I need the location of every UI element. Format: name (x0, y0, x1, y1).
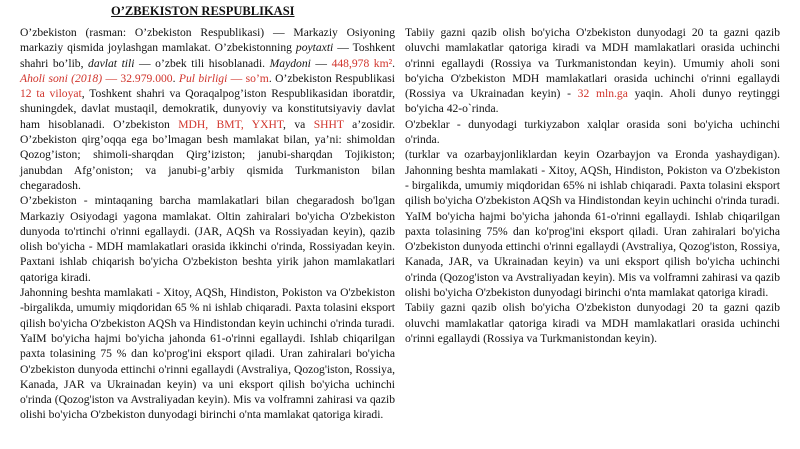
right-column (405, 25, 780, 346)
text-run: , Toshkent shahri va Qoraqalpog’iston Respublikasidan iboratdir, shuningdek, davlat mustaqil, demokratik, dunyoviy va konstitutsiyaviy davlat ham hisoblanadi. O’zbekiston (20, 87, 395, 131)
paragraph-economy-2: YaIM bo'yicha hajmi bo'yicha jahonda 61-o'rinni egallaydi. Ishlab chiqarilgan paxta tolasining 75% dan ko'prog'ini eksport qiladi. Uran zahiralari bo'yicha O'zbekiston dunyoda ettinchi o'rinni egallaydi (Avstraliya, Qozog'iston, Rossiya, Kanada, JAR, va Ukrainadan keyin) va uni eksport qilish bo'yicha uchinchi o'rinda (Qozog'iston va Avstraliyadan keyin). Mis va volframni zahirasi va qazib olishi bo'yicha O'zbekiston dunyodagi birinchi o'nta mamlakat qatoriga kiradi. (405, 209, 780, 300)
organizations: MDH, BMT, YXHT (178, 117, 284, 131)
paragraph-turkic: (turklar va ozarbayjonliklardan keyin Ozarbayjon va Eronda yashaydigan). Jahonning beshta mamlakati - Xitoy, AQSh, Hindiston, Pokiston va O'zbekiston - birgalikda, umumiy miqdoridan 65% ni ishlab chiqaradi. Paxta tolasini eksport qilish bo'yicha O'zbekiston AQSh va Hindistondan keyin uchinchi o'rinda turadi. (405, 148, 780, 208)
text-run: — (227, 71, 246, 85)
text-run: . (392, 56, 395, 70)
text-run: a’zosidir. O’zbekiston qirg’oqqa ega bo’lmagan besh mamlakat bilan, ya’ni: shimoldan Qozog’iston; shimoli-sharqdan Qirg’iziston; janubi-sharqdan Tojikiston; janubdan Afg’oniston; va janubi-g’arbiy qismida Turkmaniston bilan chegaradosh. (20, 117, 396, 192)
text-run: — (102, 71, 121, 85)
language-label: davlat tili (88, 56, 135, 70)
text-run: . (172, 71, 179, 85)
capital-label: poytaxti (295, 41, 334, 55)
paragraph-gas-2: Tabiiy gazni qazib olish bo'yicha O'zbekiston dunyodagi 20 ta gazni qazib oluvchi mamlakatlar qatoriga kiradi va MDH mamlakatlari orasida uchinchi o'rinni egallaydi (Rossiya va Turkmanistondan keyin). (405, 301, 780, 345)
page-title: O’ZBEKISTON RESPUBLIKASI (111, 4, 295, 18)
currency-label: Pul birligi (178, 71, 228, 85)
left-column (20, 25, 395, 423)
area-value: 448,978 km² (331, 56, 393, 70)
text-run: — o’zbek tili hisoblanadi. (134, 56, 270, 70)
text-run: yaqin. Aholi dunyo reytinggi bo'yicha 42-o`rinda. (405, 87, 780, 116)
text-run: O’zbekiston (rasman: O’zbekiston Respublikasi) — Markaziy Osiyoning markaziy qismida joylashgan mamlakat. O’zbekistonning (20, 26, 395, 55)
paragraph-cotton: Jahonning beshta mamlakati - Xitoy, AQSh, Hindiston, Pokiston va O'zbekiston -birgalikda, umumiy miqdoridan 65 % ni ishlab chiqaradi. Paxta tolasini eksport qilish bo'yicha O'zbekiston AQSh va Hindistondan keyin uchinchi o'rinda turadi. (20, 286, 395, 330)
population-highlight: 32 mln.ga (577, 87, 628, 101)
population-label: Aholi soni (2018) (20, 71, 103, 85)
text-run: Tabiiy gazni qazib olish bo'yicha O'zbekiston dunyodagi 20 ta gazni qazib oluvchi mamlakatlar qatoriga kiradi va MDH mamlakatlari orasida uchinchi o'rinni egallaydi (Rossiya va Turkmanistondan keyin). Umumiy aholi soni bo'yicha O'zbekiston MDH mamlakatlari orasida uchinchi o'rinni egallaydi (Rossiya va Ukrainadan keyin) - (405, 26, 780, 101)
text-run: . O’zbekiston Respublikasi (268, 71, 396, 85)
text-run: — (310, 56, 332, 70)
paragraph-people: O'zbeklar - dunyodagi turkiyzabon xalqlar orasida soni bo'yicha uchinchi o'rinda. (405, 117, 780, 147)
currency-value: so’m (245, 71, 269, 85)
area-label: Maydoni (269, 56, 311, 70)
text-run: , va (283, 117, 314, 131)
organization-sco: SHHT (313, 117, 344, 131)
text-run: — Toshkent shahri bo’lib, (20, 41, 395, 70)
region-count: 12 ta viloyat (20, 87, 82, 101)
population-value: 32.979.000 (120, 71, 173, 85)
paragraph-economy: YaIM bo'yicha hajmi bo'yicha jahonda 61-o'rinni egallaydi. Ishlab chiqarilgan paxta tolasining 75 % dan ko'prog'ini eksport qiladi. Uran zahiralari bo'yicha O'zbekiston dunyoda ettinchi o'rinni egallaydi (Avstraliya, Qozog'iston, Rossiya, Kanada, JAR va Ukrainadan keyin) va uni eksport qilish bo'yicha uchinchi o'rinda (Qozog'iston va Avstraliyadan keyin). Mis va volframni zahirasi va qazib olishi bo'yicha O'zbekiston dunyodagi birinchi o'nta mamlakat qatoriga kiradi. (20, 331, 395, 422)
paragraph-intro (20, 25, 395, 193)
paragraph-gas (405, 25, 780, 117)
paragraph-geography: O’zbekiston - mintaqaning barcha mamlakatlari bilan chegaradosh bo'lgan Markaziy Osiyodagi yagona mamlakat. Oltin zahiralari bo'yicha O'zbekiston dunyoda to'rtinchi o'rinni egallaydi. (JAR, AQSh va Rossiyadan keyin), qazib olish bo'yicha - MDH mamlakatlari orasida ikkinchi o'rinda, Rossiyadan keyin. Paxtani ishlab chiqarish bo'yicha O'zbekiston beshta yirik jahon mamlakatlari qatoriga kiradi. (20, 194, 395, 284)
